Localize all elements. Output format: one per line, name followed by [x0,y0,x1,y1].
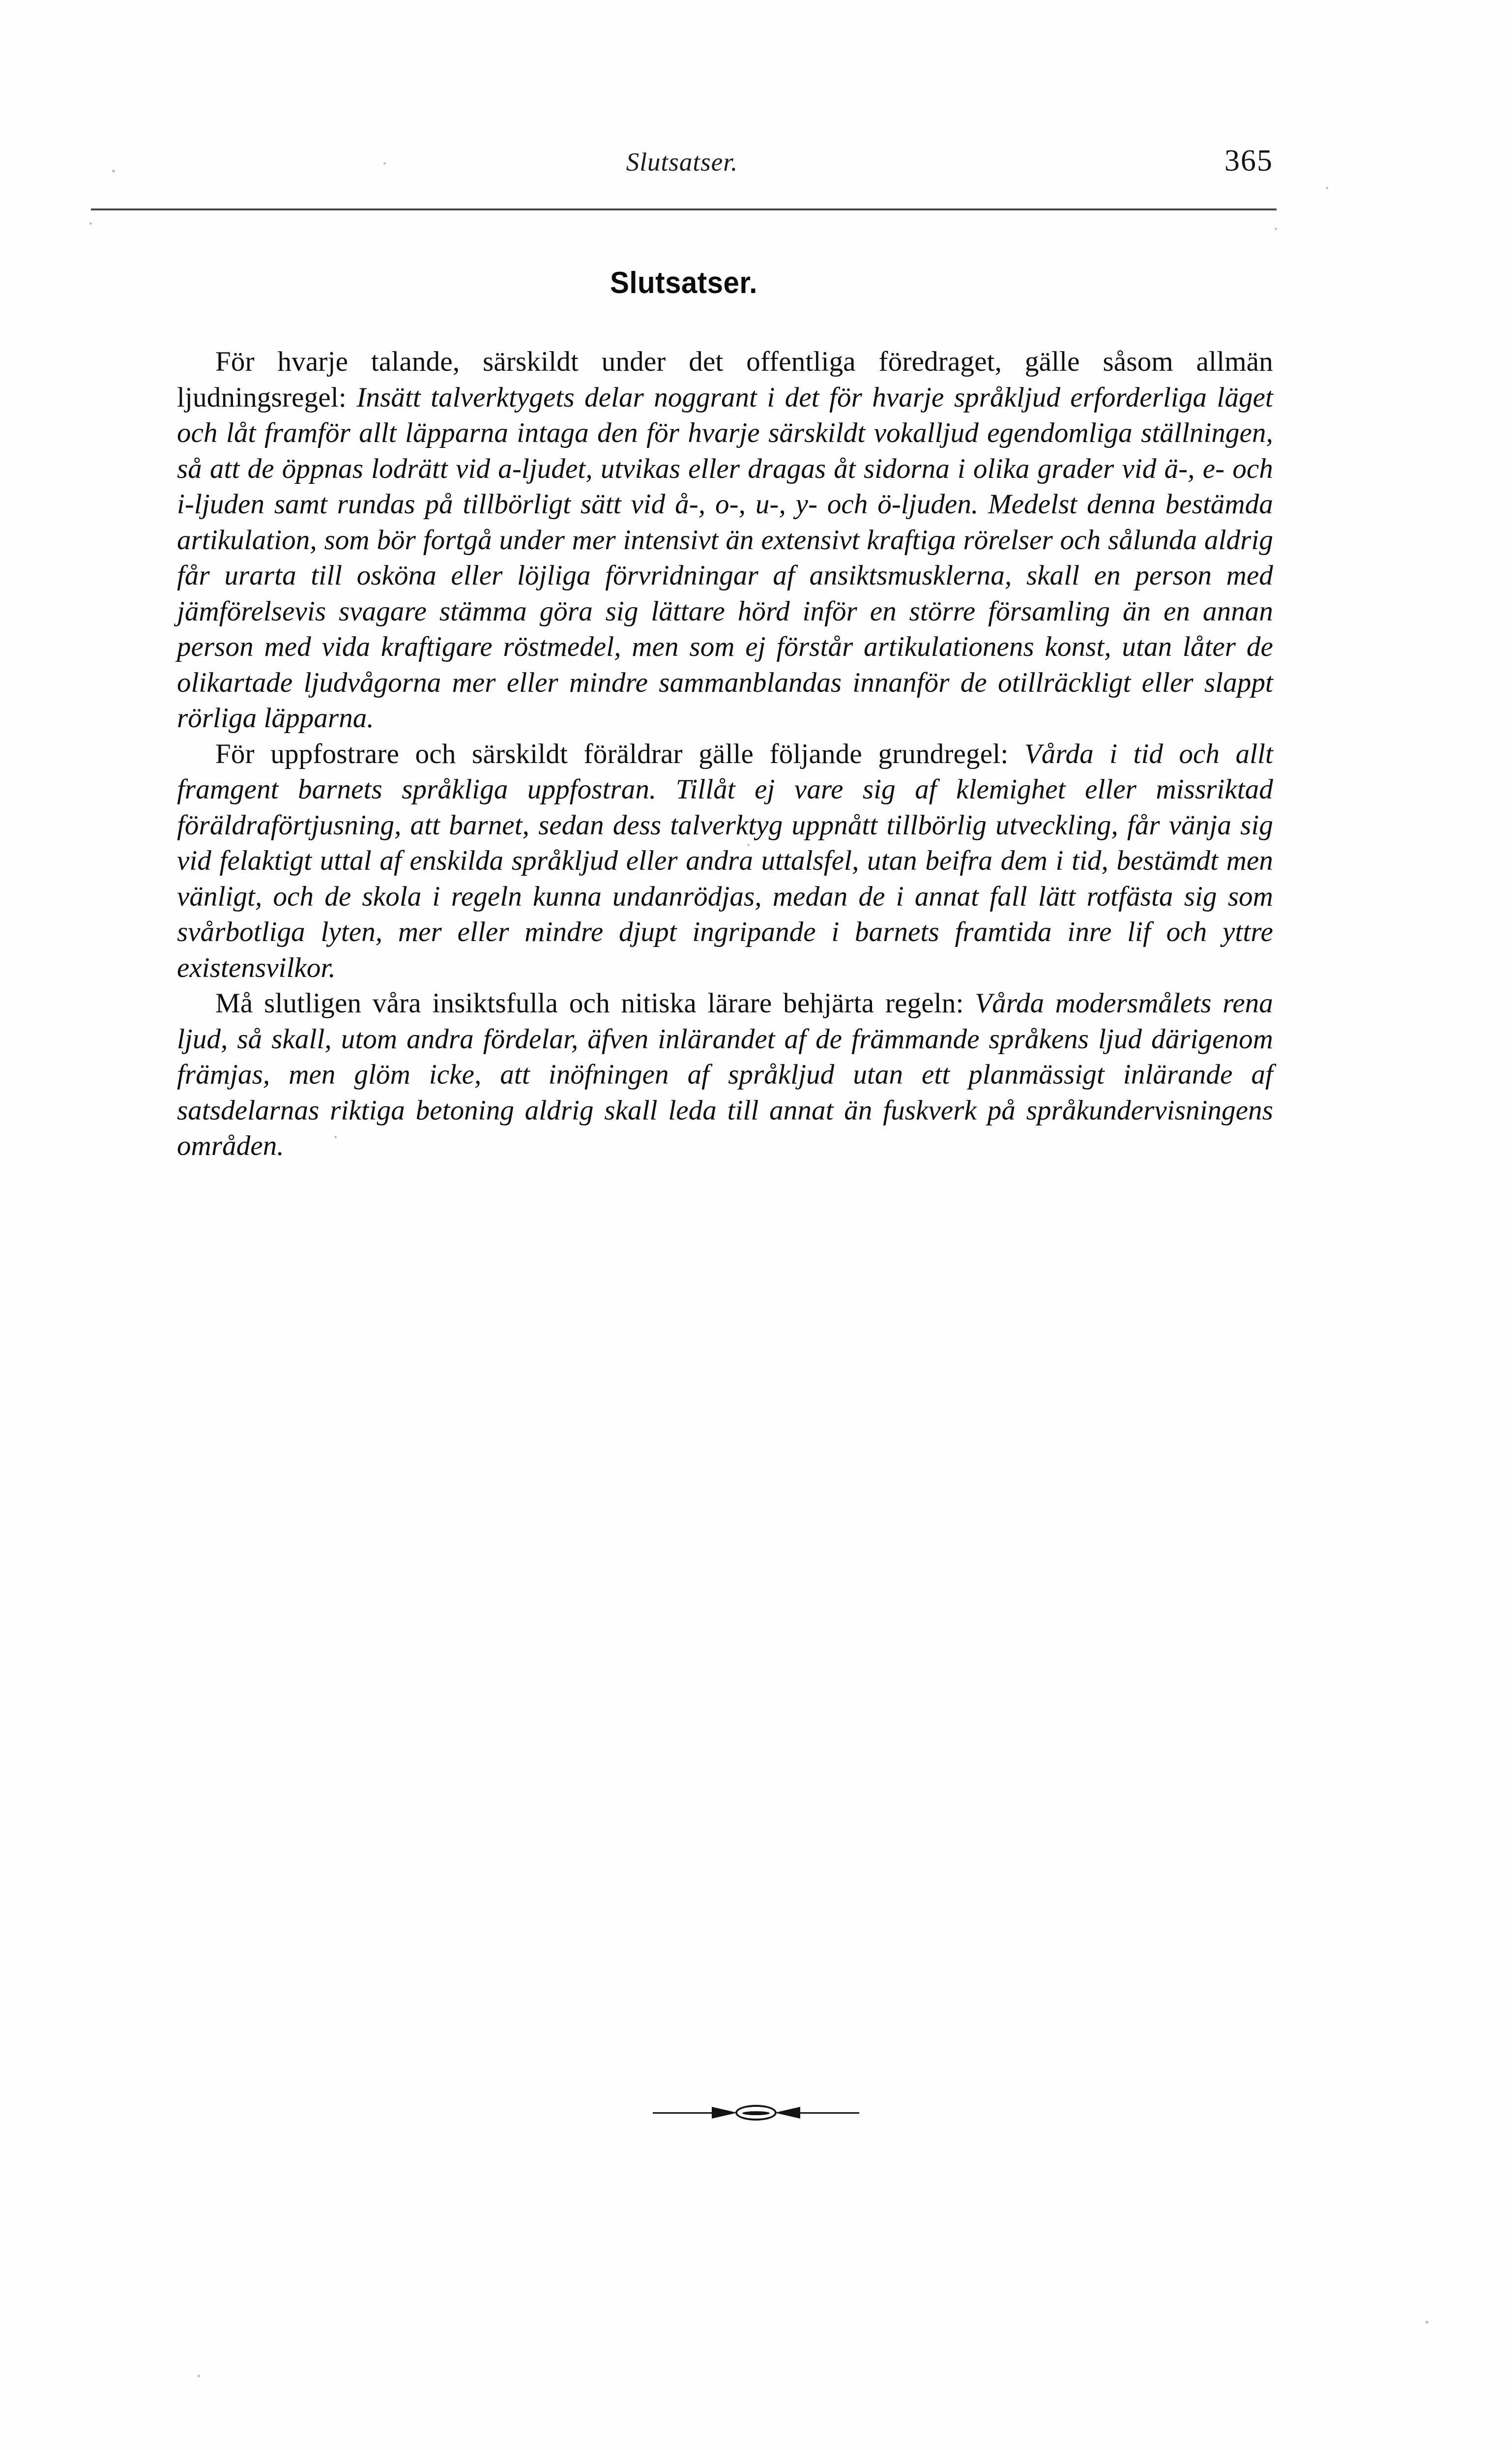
ornament-line-right [794,2112,859,2114]
paragraph [177,344,1273,737]
tail-ornament [0,2102,1512,2126]
paragraph-run-italic: Insätt talverktygets delar noggrant i det för hvarje språkljud erforderliga läget och låt framför allt läpparna intaga den för hvarje särskildt vokalljud egendomliga ställningen, så att de öppnas lodrätt vid a-ljudet, utvikas eller dragas åt sidorna i olika grader vid ä-, e- och i-ljuden samt rundas på tillbörligt sätt vid å-, o-, u-, y- och ö-ljuden. Medelst denna bestämda artikulation, som bör fortgå under mer intensivt än extensivt kraftiga rörelser och sålunda aldrig får urarta till osköna eller löjliga förvridningar af ansiktsmusklerna, skall en person med jämförelsevis svagare stämma göra sig lättare hörd inför en större församling än en annan person med vida kraftigare röstmedel, men som ej förstår artikulationens konst, utan låter de olikartade ljudvågorna mer eller mindre sammanblandas innanför de otillräckligt eller slappt rörliga läpparna. [177,382,1273,734]
scan-speckle [89,222,92,225]
paragraph [177,737,1273,986]
ornament-line-left [653,2112,718,2114]
paragraph-run-italic: Vårda modersmålets rena ljud, så skall, utom andra fördelar, äfven inlärandet af de främmande språkens ljud därigenom främjas, men glöm icke, att inöfningen af språkljud utan ett planmässigt inlärande af satsdelarnas riktiga betoning aldrig skall leda till annat än fuskverk på språkundervisningens områden. [177,988,1273,1161]
scan-speckle [1326,187,1328,189]
header-rule [91,208,1277,210]
scan-speckle [1275,228,1277,230]
section-heading: Slutsatser. [610,266,757,300]
paragraph-run-roman: För hvarje talande, särskildt under det offentliga föredraget, gälle såsom allmän ljudningsregel: [177,346,1273,413]
page-number: 365 [1224,144,1273,177]
body-text [177,344,1273,1164]
page-header [91,144,1273,202]
running-head-title: Slutsatser. [626,148,738,177]
paragraph-run-roman: För uppfostrare och särskildt föräldrar gälle följande grundregel: [215,738,1024,769]
paragraph [177,986,1273,1164]
ornament-eye-shape [735,2105,777,2121]
paragraph-run-italic: Vårda i tid och allt framgent barnets språkliga uppfostran. Tillåt ej vare sig af klemighet eller missriktad föräldraförtjusning, att barnet, sedan dess talverktyg uppnått tillbörlig utveckling, får vänja sig vid felaktigt uttal af enskilda språkljud eller andra uttalsfel, utan beifra dem i tid, bestämdt men vänligt, och de skola i regeln kunna undanrödjas, medan de i annat fall lätt rotfästa sig som svårbotliga lyten, mer eller mindre djupt ingripande i barnets framtida inre lif och yttre existensvilkor. [177,738,1273,983]
ornament-triangle-left [712,2107,737,2119]
scan-speckle [1425,2321,1428,2324]
ornament-icon [653,2102,859,2124]
paragraph-run-roman: Må slutligen våra insiktsfulla och nitiska lärare behjärta regeln: [215,988,975,1019]
scan-speckle [198,2375,200,2377]
